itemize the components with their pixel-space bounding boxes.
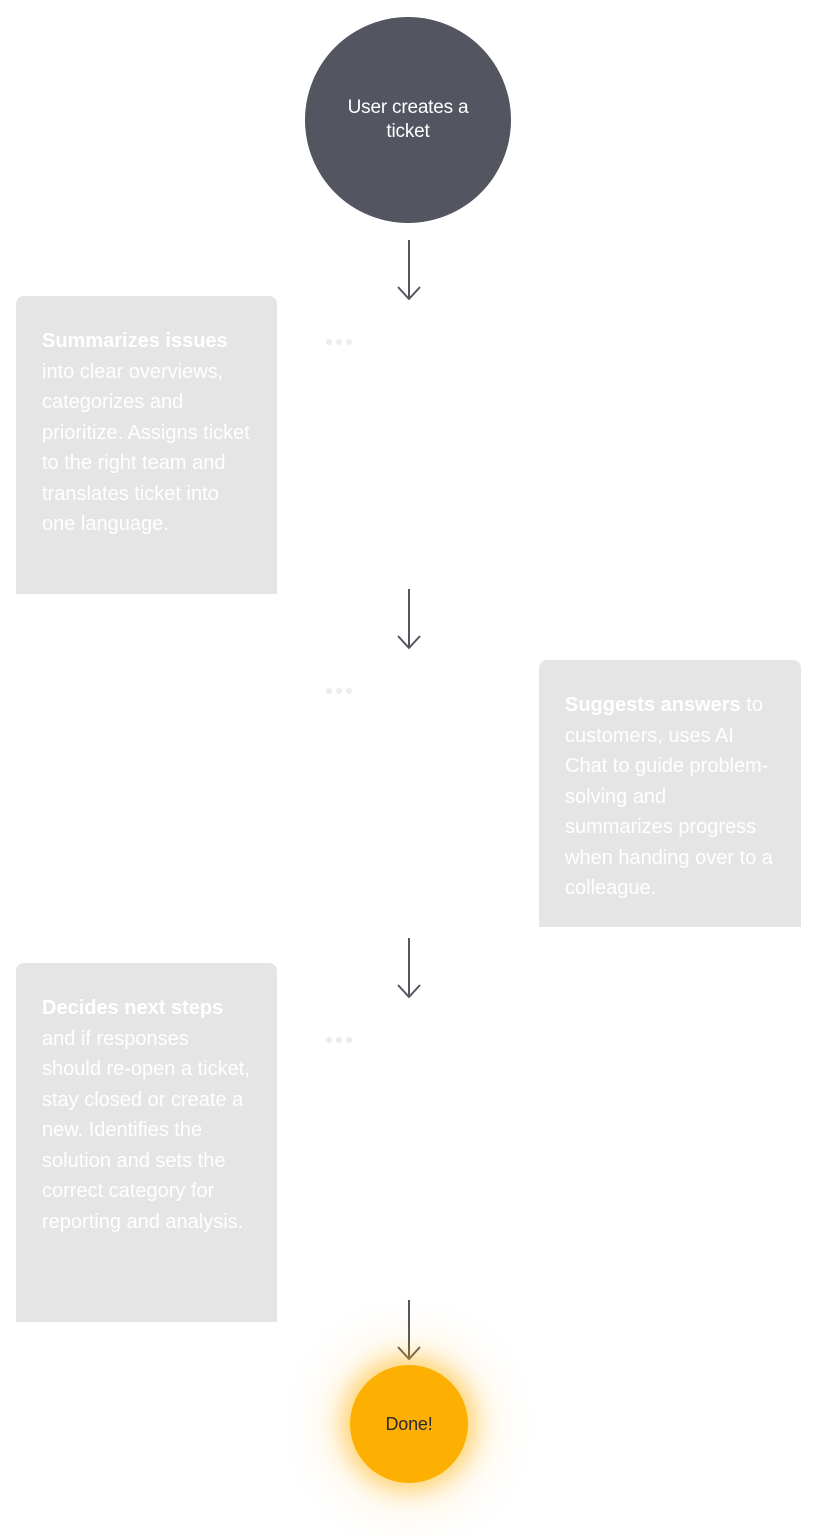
start-node xyxy=(305,17,511,223)
step-card-3 xyxy=(16,963,277,1322)
arrow-down-icon xyxy=(395,938,423,1002)
step-2-text: to customers, uses AI Chat to guide problem-solving and summarizes progress when handing over to a colleague. xyxy=(565,694,773,899)
start-node-label: User creates a ticket xyxy=(347,97,469,142)
step-3-lead: Decides next steps xyxy=(42,997,224,1019)
step-card-1 xyxy=(16,296,277,594)
arrow-down-icon xyxy=(395,1300,423,1364)
step-2-lead: Suggests answers xyxy=(565,694,747,716)
ellipsis-icon xyxy=(326,688,352,694)
step-card-2 xyxy=(539,660,801,927)
arrow-down-icon xyxy=(395,589,423,653)
arrow-down-icon xyxy=(395,240,423,304)
ellipsis-icon xyxy=(326,1037,352,1043)
end-node xyxy=(350,1365,468,1483)
step-1-lead: Summarizes issues xyxy=(42,330,228,352)
ellipsis-icon xyxy=(326,339,352,345)
end-node-label: Done! xyxy=(385,1413,433,1434)
step-3-text: and if responses should re-open a ticket, stay closed or create a new. Identifies the solution and sets the correct category for reporting and analysis. xyxy=(42,1027,250,1233)
step-1-text: into clear overviews, categorizes and prioritize. Assigns ticket to the right team and translates ticket into one language. xyxy=(42,360,250,535)
